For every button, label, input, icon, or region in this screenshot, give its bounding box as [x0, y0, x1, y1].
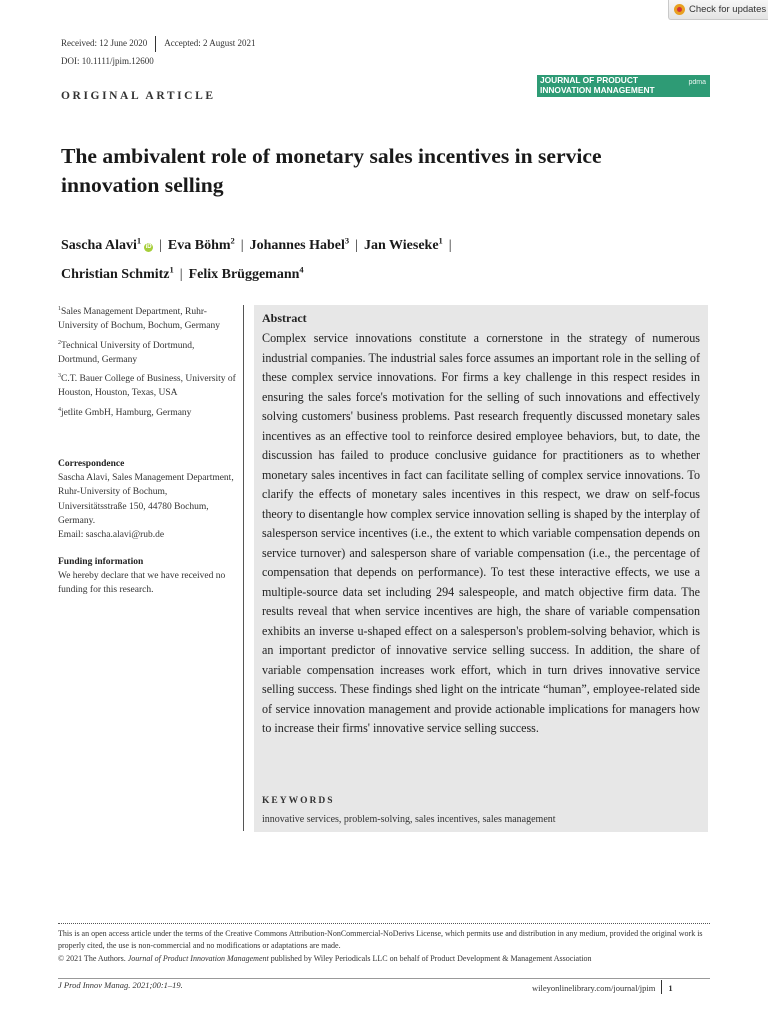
title-line-1: The ambivalent role of monetary sales incentives in service: [61, 144, 602, 168]
orcid-icon[interactable]: iD: [145, 243, 152, 250]
title-line-2: innovation selling: [61, 173, 224, 197]
journal-logo-line2: INNOVATION MANAGEMENT: [540, 84, 655, 95]
author-name[interactable]: Johannes Habel$^3$: [249, 235, 350, 253]
accepted-date: Accepted: 2 August 2021: [164, 38, 256, 49]
correspondence: [58, 457, 238, 542]
divider: [58, 923, 710, 924]
affiliation: $^1$Sales Management Department, Ruhr-University of Bochum, Bochum, Germany: [58, 306, 221, 332]
author-line-2: Christian Schmitz$^1$ | Felix Brüggemann$^4$: [61, 264, 304, 283]
divider: [155, 36, 156, 52]
check-for-updates-button[interactable]: [668, 0, 768, 20]
article-dates: [61, 36, 255, 52]
divider: [58, 978, 710, 979]
abstract-heading: Abstract: [262, 311, 307, 325]
page-number: 1: [668, 983, 673, 993]
license-footer: [58, 928, 718, 965]
copyright-text: © 2021 The Authors. Journal of Product Innovation Management published by Wiley Periodicals LLC on behalf of Product Development & Management Association: [58, 953, 592, 963]
funding-heading: Funding information: [58, 557, 144, 567]
doi[interactable]: DOI: 10.1111/jpim.12600: [61, 56, 154, 66]
affiliation: $^3$C.T. Bauer College of Business, University of Houston, Houston, Texas, USA: [58, 373, 236, 399]
divider: [661, 980, 662, 994]
article-title: [61, 142, 721, 200]
author-line-1: Sascha Alavi$^1$iD | Eva Böhm$^2$ | Johannes Habel$^3$ | Jan Wieseke$^1$ |: [61, 235, 452, 253]
author-list: [61, 228, 721, 287]
author-name[interactable]: Felix Brüggemann$^4$: [188, 264, 304, 283]
author-name[interactable]: Eva Böhm$^2$: [167, 235, 235, 253]
funding-text: We hereby declare that we have received no funding for this research.: [58, 571, 226, 596]
affiliation: $^2$Technical University of Dortmund, Dortmund, Germany: [58, 339, 195, 365]
funding: [58, 555, 238, 598]
journal-url[interactable]: wileyonlinelibrary.com/journal/jpim: [532, 983, 656, 993]
keywords-text: innovative services, problem-solving, sales incentives, sales management: [262, 814, 556, 825]
correspondence-address: Sascha Alavi, Sales Management Department, Ruhr-University of Bochum, Universitätsstraße 150, 44780 Bochum, Germany.: [58, 473, 234, 526]
journal-logo-line1: JOURNAL OF PRODUCT: [540, 75, 639, 85]
check-for-updates-label: Check for updates: [689, 4, 767, 15]
license-text: This is an open access article under the terms of the Creative Commons Attribution-NonCommercial-NoDerivs License, which permits use and distribution in any medium, provided the original work is properly cited, the use is non-commercial and no modifications or adaptations are made.: [58, 929, 703, 951]
citation: J Prod Innov Manag. 2021;00:1–19.: [58, 980, 183, 990]
correspondence-email[interactable]: Email: sascha.alavi@rub.de: [58, 530, 165, 541]
journal-logo: [537, 75, 710, 97]
keywords-heading: KEYWORDS: [262, 796, 335, 806]
affiliation: $^4$jetlite GmbH, Hamburg, Germany: [58, 406, 192, 418]
divider: [243, 305, 244, 831]
crossmark-icon: [674, 4, 685, 15]
author-name[interactable]: Sascha Alavi$^1$: [61, 235, 142, 253]
received-date: Received: 12 June 2020: [61, 38, 148, 49]
author-name[interactable]: Christian Schmitz$^1$: [61, 264, 174, 283]
abstract-text: Complex service innovations constitute a cornerstone in the strategy of numerous industrial companies. The industrial sales force assumes an important role in the selling of these complex service innovations. For firms a key challenge in this respect resides in ensuring the sales force's motivation for the selling of such innovations and effectively solving customers' business problems. Past research frequently discussed monetary sales incentives as an effective tool to reinforce desired employee behaviors, but, to date, the discussion has failed to produce conclusive guidance for practitioners as to whether monetary sales incentives in fact can facilitate selling of complex service innovations. To clarify the effects of monetary sales incentives in this respect, we draw on self-focus theory to disentangle how complex service innovation selling is shaped by the interplay of salesperson service incentives (i.e., the extent to which variable compensation depends on service turnover) and salesperson share of variable compensation (i.e., the percentage of compensation that depends on performance). To test these interactive effects, we use a multiple-source data set including 294 salespeople, and match objective firm data. The results reveal that when service incentives are high, the share of variable compensation exhibits an inverse u-shaped effect on a salesperson's problem-solving behavior, which is an important predictor of innovative service selling success. In addition, the share of variable compensation increases work effort, which in turn drives innovative service selling success. These findings shed light on the intricate “human”, employee-related side of service innovation management and provide actionable implications for managers how to increase their firms' innovative service selling success.: [262, 331, 700, 735]
author-name[interactable]: Jan Wieseke$^1$: [363, 235, 443, 253]
correspondence-heading: Correspondence: [58, 459, 125, 469]
pdma-badge: pdma: [688, 79, 706, 86]
affiliations: [58, 302, 238, 420]
page-footer-right: [532, 980, 673, 994]
section-label: ORIGINAL ARTICLE: [61, 90, 216, 102]
